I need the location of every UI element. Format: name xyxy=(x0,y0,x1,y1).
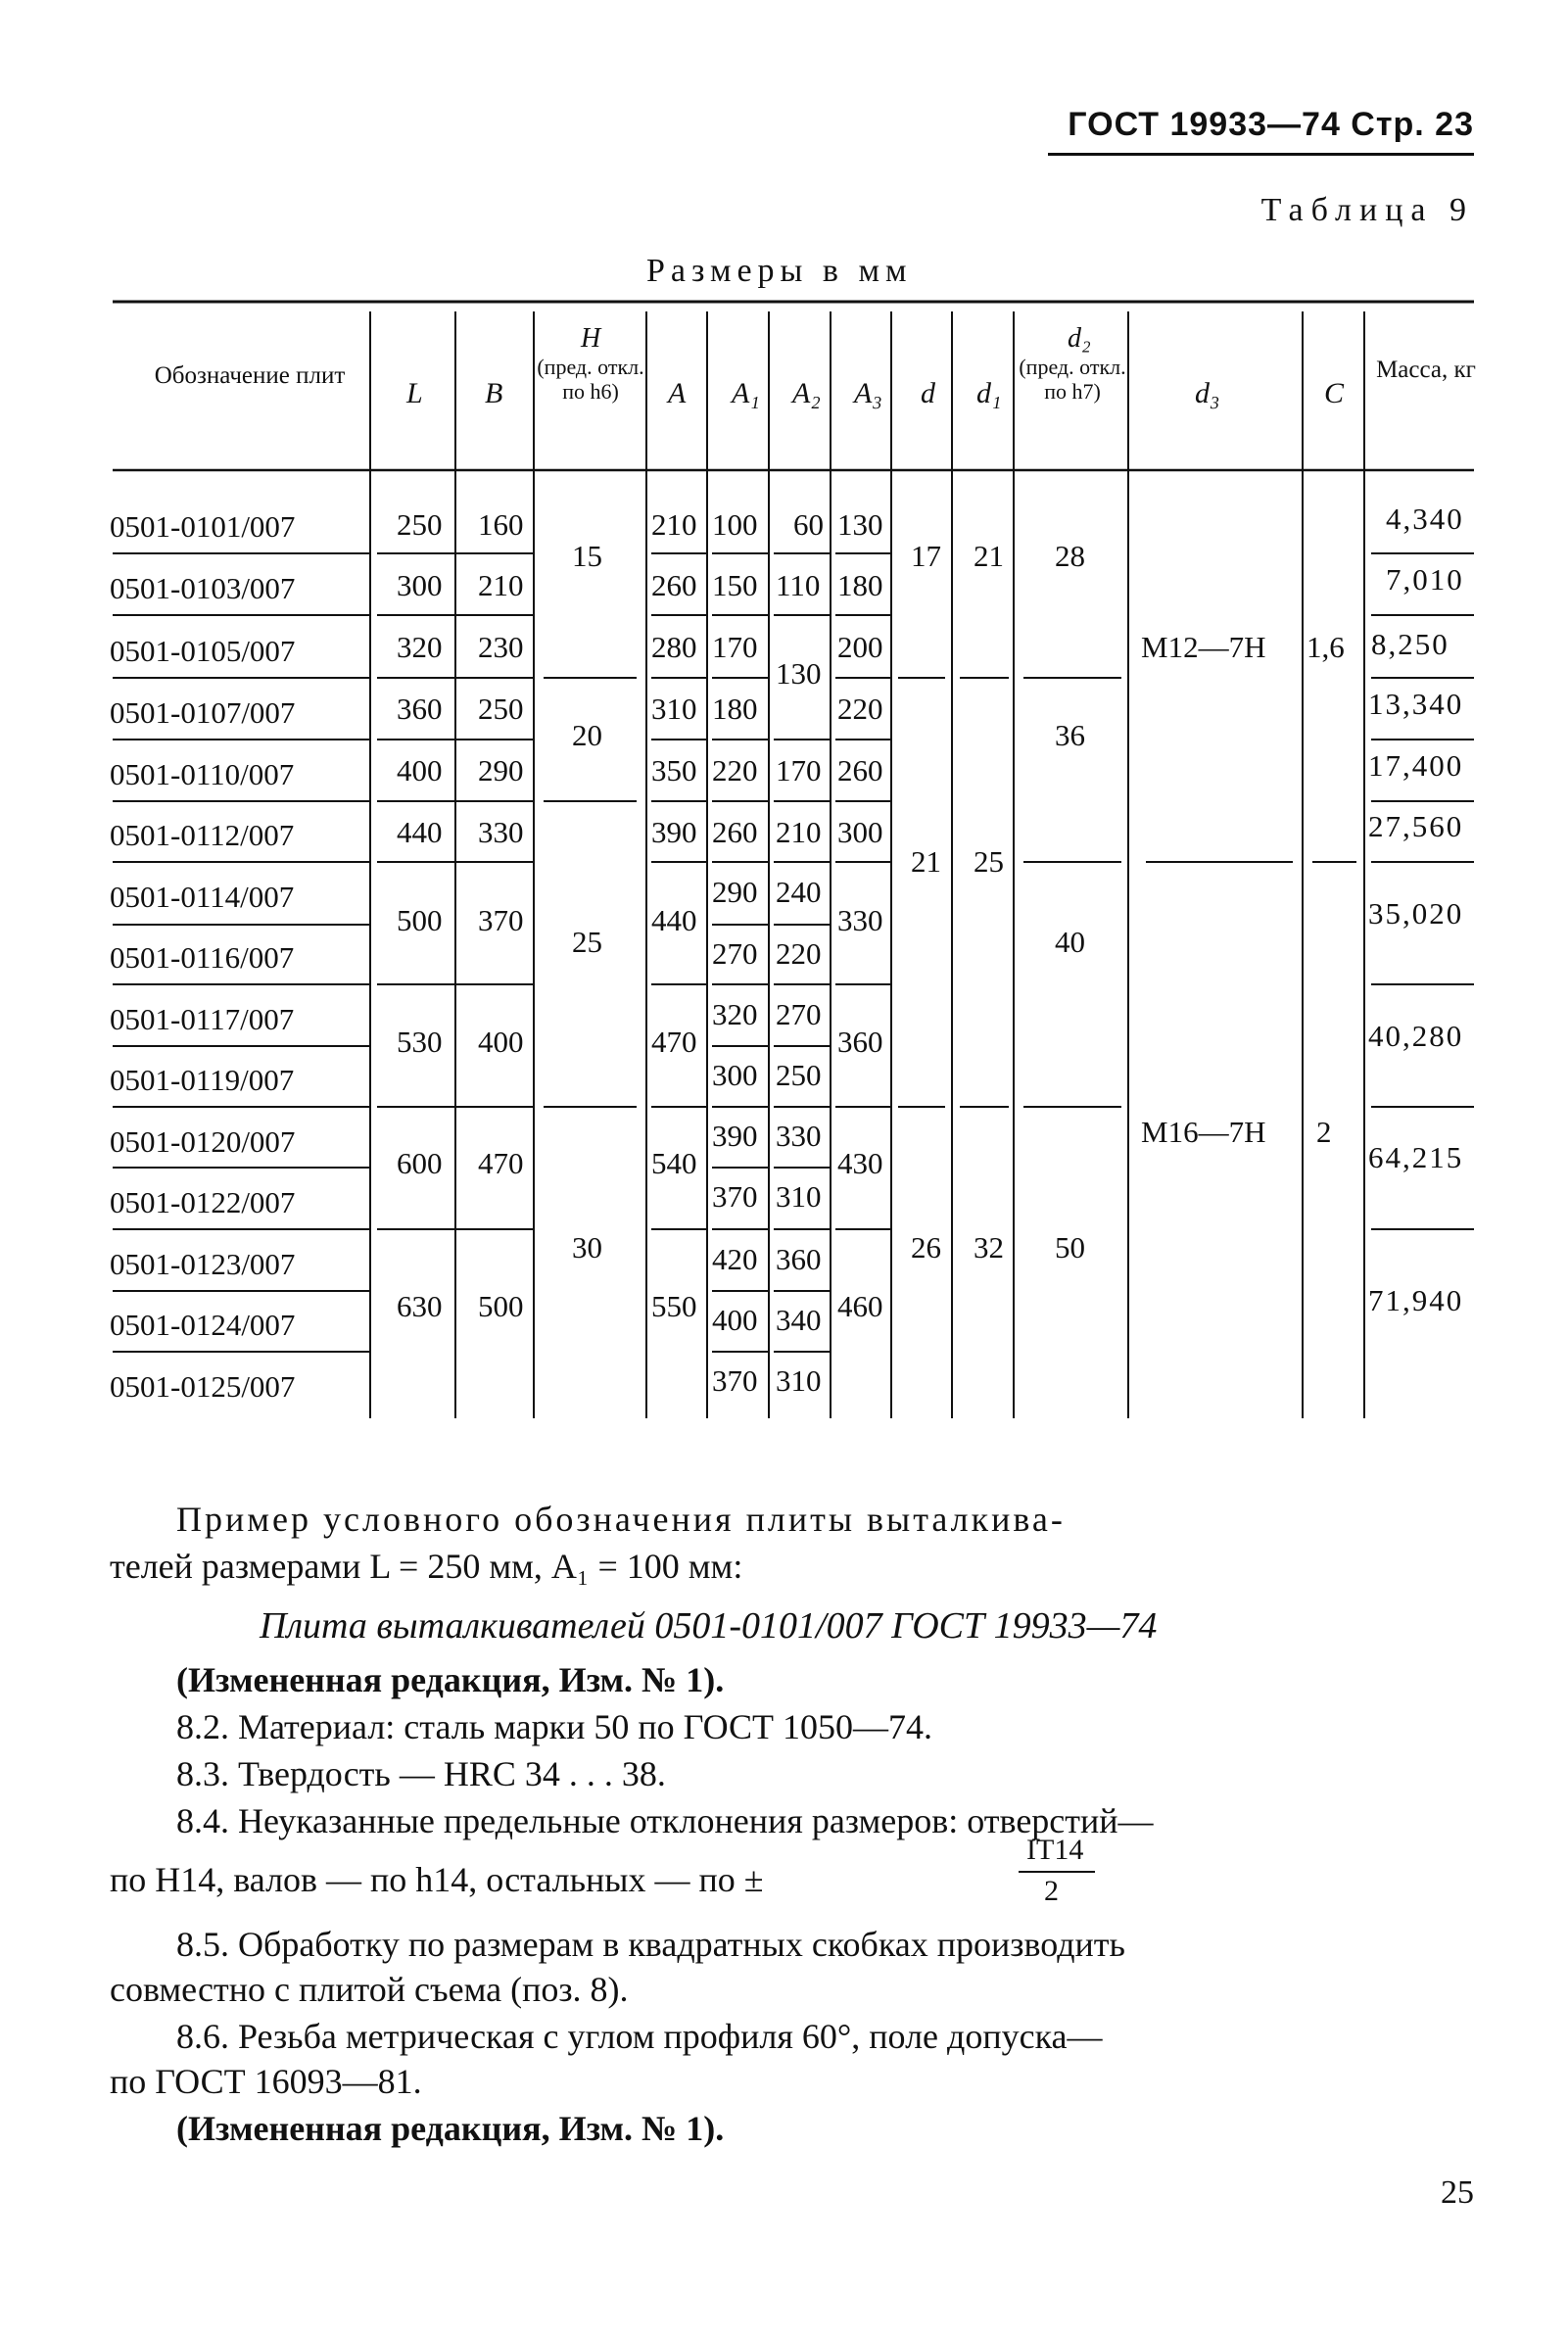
A2-cell: 340 xyxy=(776,1303,822,1337)
A2-cell: 310 xyxy=(776,1363,822,1398)
col-header-d: d xyxy=(921,377,935,409)
A2-cell: 270 xyxy=(776,997,822,1031)
col-header-C: C xyxy=(1324,377,1345,409)
units-caption: Размеры в мм xyxy=(646,253,913,289)
col-header-mass: Масса, кг xyxy=(1376,357,1476,383)
A1-cell: 400 xyxy=(712,1303,758,1337)
table-label: Таблица 9 xyxy=(1260,192,1474,228)
H-cell: 30 xyxy=(572,1230,602,1265)
A-cell: 440 xyxy=(651,903,697,937)
A2-cell: 330 xyxy=(776,1119,822,1153)
mass-cell: 64,215 xyxy=(1368,1140,1464,1174)
mass-cell: 13,340 xyxy=(1368,687,1464,721)
B-cell: 370 xyxy=(478,903,524,937)
L-cell: 360 xyxy=(397,692,443,726)
designation-cell: 0501-0105/007 xyxy=(110,634,296,668)
d-cell: 21 xyxy=(911,844,941,879)
designation-cell: 0501-0110/007 xyxy=(110,757,295,791)
designation-cell: 0501-0119/007 xyxy=(110,1063,295,1097)
designation-cell: 0501-0103/007 xyxy=(110,571,296,605)
mass-cell: 4,340 xyxy=(1386,501,1464,536)
A3-cell: 200 xyxy=(837,630,883,664)
amendment-note-1: (Измененная редакция, Изм. № 1). xyxy=(176,1660,725,1699)
d-cell: 17 xyxy=(911,539,941,573)
A2-cell: 170 xyxy=(776,753,822,788)
example-designation: Плита выталкивателей 0501-0101/007 ГОСТ 19933—74 xyxy=(260,1605,1158,1647)
A1-cell: 220 xyxy=(712,753,758,788)
clause-8-6-line2: по ГОСТ 16093—81. xyxy=(110,2062,422,2101)
col-header-d2-note: (пред. откл. по h7) xyxy=(1019,355,1126,404)
A3-cell: 330 xyxy=(837,903,883,937)
document-header: ГОСТ 19933—74 Стр. 23 xyxy=(1068,106,1474,143)
designation-cell: 0501-0114/007 xyxy=(110,880,295,914)
col-header-d2: d₂ xyxy=(1068,323,1091,354)
B-cell: 230 xyxy=(478,630,524,664)
A3-cell: 180 xyxy=(837,568,883,602)
mass-cell: 35,020 xyxy=(1368,896,1464,931)
A3-cell: 130 xyxy=(837,507,883,542)
designation-cell: 0501-0112/007 xyxy=(110,818,295,852)
d1-cell: 21 xyxy=(974,539,1004,573)
designation-cell: 0501-0122/007 xyxy=(110,1185,296,1219)
A1-cell: 260 xyxy=(712,815,758,849)
B-cell: 210 xyxy=(478,568,524,602)
A2-cell: 110 xyxy=(776,568,821,602)
designation-cell: 0501-0123/007 xyxy=(110,1247,296,1281)
clause-8-3: 8.3. Твердость — HRC 34 . . . 38. xyxy=(176,1754,666,1793)
A1-cell: 320 xyxy=(712,997,758,1031)
d1-cell: 32 xyxy=(974,1230,1004,1265)
A1-cell: 170 xyxy=(712,630,758,664)
A3-cell: 360 xyxy=(837,1025,883,1059)
A3-cell: 260 xyxy=(837,753,883,788)
designation-cell: 0501-0116/007 xyxy=(110,940,295,975)
A-cell: 280 xyxy=(651,630,697,664)
L-cell: 630 xyxy=(397,1289,443,1323)
clause-8-2: 8.2. Материал: сталь марки 50 по ГОСТ 1050—74. xyxy=(176,1707,933,1746)
col-header-A3: A₃ xyxy=(854,377,882,409)
A-cell: 210 xyxy=(651,507,697,542)
mass-cell: 71,940 xyxy=(1368,1283,1464,1317)
col-header-designation: Обозначение плит xyxy=(154,362,346,389)
clause-8-4-line1: 8.4. Неуказанные предельные отклонения размеров: отверстий— xyxy=(176,1801,1154,1840)
L-cell: 400 xyxy=(397,753,443,788)
B-cell: 400 xyxy=(478,1025,524,1059)
d2-cell: 36 xyxy=(1055,718,1085,752)
page-number: 25 xyxy=(1441,2174,1474,2211)
d2-cell: 28 xyxy=(1055,539,1085,573)
d3-cell: M16—7H xyxy=(1141,1115,1266,1149)
A-cell: 470 xyxy=(651,1025,697,1059)
designation-cell: 0501-0101/007 xyxy=(110,509,296,544)
A-cell: 310 xyxy=(651,692,697,726)
amendment-note-2: (Измененная редакция, Изм. № 1). xyxy=(176,2109,725,2148)
fraction-numerator: IT14 xyxy=(1026,1834,1084,1866)
col-header-H-note: (пред. откл. по h6) xyxy=(537,355,644,404)
L-cell: 600 xyxy=(397,1146,443,1180)
C-cell: 1,6 xyxy=(1307,630,1345,664)
A2-cell: 310 xyxy=(776,1179,822,1214)
L-cell: 250 xyxy=(397,507,443,542)
example-intro-line1: Пример условного обозначения плиты выталкива- xyxy=(176,1500,1066,1539)
A2-cell: 240 xyxy=(776,875,822,909)
B-cell: 330 xyxy=(478,815,524,849)
A2-cell: 220 xyxy=(776,936,822,971)
mass-cell: 17,400 xyxy=(1368,748,1464,783)
d-cell: 26 xyxy=(911,1230,941,1265)
A3-cell: 220 xyxy=(837,692,883,726)
d3-cell: M12—7H xyxy=(1141,630,1266,664)
A-cell: 350 xyxy=(651,753,697,788)
A3-cell: 460 xyxy=(837,1289,883,1323)
A1-cell: 300 xyxy=(712,1058,758,1092)
A3-cell: 300 xyxy=(837,815,883,849)
col-header-d1: d₁ xyxy=(976,377,1002,409)
A1-cell: 370 xyxy=(712,1363,758,1398)
A1-cell: 270 xyxy=(712,936,758,971)
designation-cell: 0501-0124/007 xyxy=(110,1308,296,1342)
designation-cell: 0501-0125/007 xyxy=(110,1369,296,1404)
designation-cell: 0501-0117/007 xyxy=(110,1002,295,1036)
B-cell: 160 xyxy=(478,507,524,542)
col-header-A2: A₂ xyxy=(792,377,821,409)
designation-cell: 0501-0120/007 xyxy=(110,1124,296,1159)
B-cell: 500 xyxy=(478,1289,524,1323)
L-cell: 500 xyxy=(397,903,443,937)
mass-cell: 27,560 xyxy=(1368,809,1464,843)
col-header-A: A xyxy=(668,377,687,409)
A-cell: 550 xyxy=(651,1289,697,1323)
col-header-d3: d₃ xyxy=(1195,377,1220,409)
table-9 xyxy=(108,0,1479,1430)
example-intro-line2: телей размерами L = 250 мм, A₁ = 100 мм: xyxy=(110,1547,743,1586)
A2-cell: 130 xyxy=(776,656,822,691)
mass-cell: 8,250 xyxy=(1371,627,1449,661)
col-header-B: B xyxy=(485,377,503,409)
fraction-denominator: 2 xyxy=(1044,1875,1059,1907)
B-cell: 290 xyxy=(478,753,524,788)
A2-cell: 250 xyxy=(776,1058,822,1092)
clause-8-5-line1: 8.5. Обработку по размерам в квадратных скобках производить xyxy=(176,1925,1125,1964)
L-cell: 300 xyxy=(397,568,443,602)
L-cell: 530 xyxy=(397,1025,443,1059)
A1-cell: 180 xyxy=(712,692,758,726)
B-cell: 250 xyxy=(478,692,524,726)
col-header-H: H xyxy=(581,323,601,354)
A1-cell: 150 xyxy=(712,568,758,602)
A-cell: 540 xyxy=(651,1146,697,1180)
A-cell: 390 xyxy=(651,815,697,849)
A-cell: 260 xyxy=(651,568,697,602)
d2-cell: 40 xyxy=(1055,925,1085,959)
A1-cell: 100 xyxy=(712,507,758,542)
H-cell: 25 xyxy=(572,925,602,959)
L-cell: 320 xyxy=(397,630,443,664)
A1-cell: 420 xyxy=(712,1242,758,1276)
clause-8-4-line2: по Н14, валов — по h14, остальных — по ± xyxy=(110,1860,764,1899)
clause-8-5-line2: совместно с плитой съема (поз. 8). xyxy=(110,1970,629,2009)
mass-cell: 7,010 xyxy=(1386,562,1464,597)
A1-cell: 290 xyxy=(712,875,758,909)
mass-cell: 40,280 xyxy=(1368,1019,1464,1053)
L-cell: 440 xyxy=(397,815,443,849)
A2-cell: 60 xyxy=(793,507,824,542)
A1-cell: 370 xyxy=(712,1179,758,1214)
A1-cell: 390 xyxy=(712,1119,758,1153)
B-cell: 470 xyxy=(478,1146,524,1180)
H-cell: 20 xyxy=(572,718,602,752)
C-cell: 2 xyxy=(1316,1115,1332,1149)
col-header-A1: A₁ xyxy=(732,377,760,409)
A2-cell: 360 xyxy=(776,1242,822,1276)
designation-cell: 0501-0107/007 xyxy=(110,695,296,730)
A3-cell: 430 xyxy=(837,1146,883,1180)
d1-cell: 25 xyxy=(974,844,1004,879)
clause-8-6-line1: 8.6. Резьба метрическая с углом профиля 60°, поле допуска— xyxy=(176,2017,1103,2056)
d2-cell: 50 xyxy=(1055,1230,1085,1265)
H-cell: 15 xyxy=(572,539,602,573)
col-header-L: L xyxy=(406,377,423,409)
A2-cell: 210 xyxy=(776,815,822,849)
fraction-bar xyxy=(1019,1871,1095,1873)
